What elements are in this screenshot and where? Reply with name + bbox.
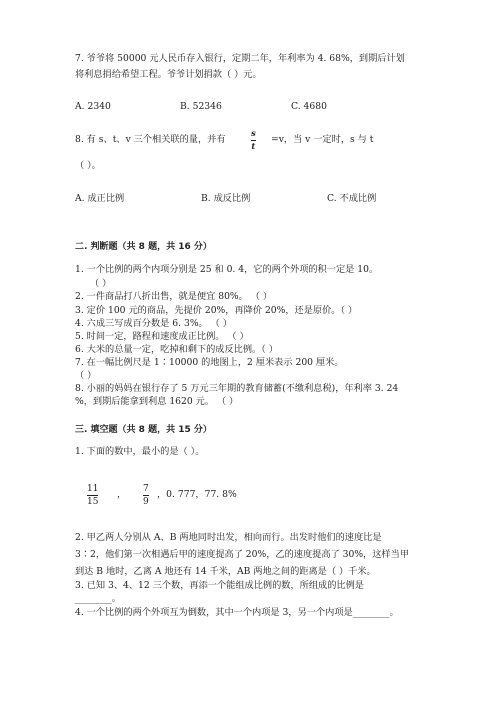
s3-q2-line-1: 2. 甲乙两人分别从 A、B 两地同时出发，相向而行。出发时他们的速度比是 xyxy=(75,532,382,543)
fraction-bar xyxy=(143,495,149,496)
q8-suffix: =v，当 v 一定时，s 与 t xyxy=(271,134,374,145)
q7-line2: 将利息捐给希望工程。爷爷计划捐款（ ）元。 xyxy=(75,69,262,80)
s3-q1: 1. 下面的数中，最小的是（ ）。 xyxy=(75,446,205,457)
q8-fraction-numerator: s xyxy=(251,129,256,139)
s2-line-3: 2. 一件商品打八折出售，就是便宜 80%。 （ ） xyxy=(75,291,273,302)
section3-title: 三. 填空题（共 8 题，共 15 分） xyxy=(75,425,212,435)
s2-line-8: 7. 在一幅比例尺是 1∶10000 的地图上，2 厘米表示 200 厘米。 xyxy=(75,357,344,368)
s3-numbers-rest: ，0. 777，77. 8% xyxy=(157,489,237,500)
s3-q2-line-3: 到达 B 地时，乙离 A 地还有 14 千米，AB 两地之间的距离是（ ）千米。 xyxy=(75,566,376,577)
s3-fraction-1 xyxy=(87,484,98,507)
q8-option-b[interactable]: B. 成反比例 xyxy=(201,193,251,204)
q7-option-a[interactable]: A. 2340 xyxy=(75,101,111,112)
fraction-1-denominator: 15 xyxy=(87,497,99,507)
s2-line-9[interactable]: （ ） xyxy=(75,370,97,381)
s3-q4: 4. 一个比例的两个外项互为倒数，其中一个内项是 3，另一个内项是________。 xyxy=(75,607,399,618)
q8-fraction xyxy=(251,129,256,152)
s2-line-10: 8. 小丽的妈妈在银行存了 5 万元三年期的教育储蓄(不缴利息税)，年利率 3. 24 xyxy=(75,383,399,394)
s3-q3-blank[interactable]: ________。 xyxy=(75,593,121,604)
s2-line-1: 1. 一个比例的两个内项分别是 25 和 0. 4，它的两个外项的积一定是 10。 xyxy=(75,264,379,275)
s2-line-6: 5. 时间一定，路程和速度成正比例。 （ ） xyxy=(75,331,249,342)
section2-title: 二. 判断题（共 8 题，共 16 分） xyxy=(75,242,212,252)
s2-line-7: 6. 大米的总量一定，吃掉和剩下的成反比例。（ ） xyxy=(75,344,278,355)
q7-option-c[interactable]: C. 4680 xyxy=(291,101,327,112)
q8-line2: （ ）。 xyxy=(75,160,101,171)
fraction-2-denominator: 9 xyxy=(143,497,149,507)
fraction-bar xyxy=(87,495,98,496)
s2-line-11: %，到期后能拿到利息 1620 元。 （ ） xyxy=(75,396,239,407)
s2-line-2[interactable]: （ ） xyxy=(90,278,112,289)
q7-option-b[interactable]: B. 52346 xyxy=(180,101,222,112)
fraction-bar xyxy=(251,140,256,141)
s2-line-5: 4. 六成三写成百分数是 6. 3%。 （ ） xyxy=(75,318,232,329)
q8-option-a[interactable]: A. 成正比例 xyxy=(75,193,125,204)
fraction-1-numerator: 11 xyxy=(87,484,99,494)
q8-prefix: 8. 有 s、t、v 三个相关联的量，并有 xyxy=(75,134,226,145)
q8-fraction-denominator: t xyxy=(251,142,256,152)
s3-q2-line-2: 3∶2，他们第一次相遇后甲的速度提高了 20%，乙的速度提高了 30%，这样当甲 xyxy=(75,549,409,560)
q7-line1: 7. 爷爷将 50000 元人民币存入银行，定期二年，年利率为 4. 68%，到期后计划 xyxy=(75,53,405,64)
q8-option-c[interactable]: C. 不成比例 xyxy=(327,193,377,204)
fraction-2-numerator: 7 xyxy=(143,484,149,494)
s3-q3-line-1: 3. 已知 3、4、12 三个数，再添一个能组成比例的数，所组成的比例是 xyxy=(75,580,364,591)
s2-line-4: 3. 定价 100 元的商品，先提价 20%，再降价 20%，还是原价。（ ） xyxy=(75,305,358,316)
s3-comma: ， xyxy=(117,489,127,500)
s3-fraction-2 xyxy=(143,484,149,507)
